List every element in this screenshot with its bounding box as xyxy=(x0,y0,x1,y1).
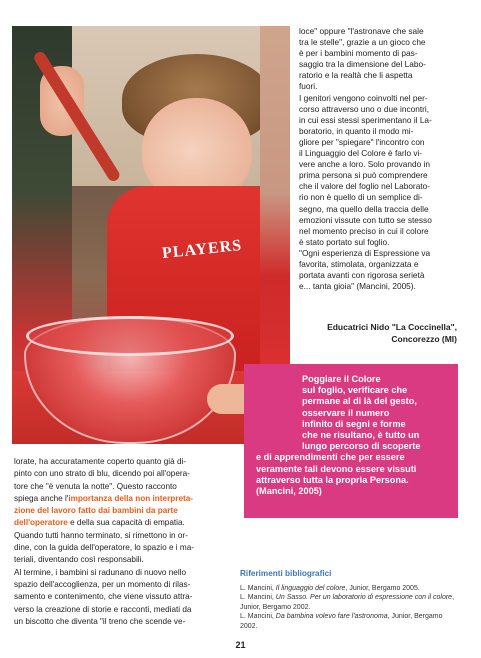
text-line: portata avanti con rigorosa serietà xyxy=(299,270,425,281)
reference-title: Il linguaggio del colore xyxy=(275,585,346,592)
right-text-column xyxy=(299,26,469,292)
text-line: loce" oppure "l'astronave che sale xyxy=(299,26,424,36)
text-line xyxy=(14,517,234,529)
reference-publisher: , Junior, Bergamo 2002. xyxy=(240,613,443,630)
text-line: nel momento preciso in cui il colore xyxy=(299,225,429,236)
reference-author: L. Mancini, xyxy=(240,585,276,592)
text-line: ratorio e la realtà che li aspetta xyxy=(299,70,413,81)
text-line: Al termine, i bambini si radunano di nuovo nello xyxy=(14,567,187,577)
text-line: tra le stelle", grazie a un gioco che xyxy=(299,37,426,48)
text-line: Quando tutti hanno terminato, si rimettono in or- xyxy=(14,530,188,540)
quote-line: e di apprendimenti che per essere xyxy=(256,452,405,463)
references-list xyxy=(240,584,460,631)
references-heading: Riferimenti bibliografici xyxy=(240,569,332,578)
text-line: e... tanta gioia" (Mancini, 2005). xyxy=(299,281,416,292)
text-line: lorate, ha accuratamente coperto quanto già di- xyxy=(14,457,187,466)
quote-line: veramente tali devono essere vissuti xyxy=(256,463,417,474)
quote-line: infinito di segni e forme xyxy=(302,418,406,429)
quote-line: sul foglio, verificare che xyxy=(302,385,408,396)
text-line xyxy=(14,493,234,505)
reference-publisher: , Junior, Bergamo 2002. xyxy=(240,594,455,611)
text-line: I genitori vengono coinvolti nel per- xyxy=(299,92,428,103)
author-signature xyxy=(299,322,457,345)
text-line: corso attraverso uno o due incontri, xyxy=(299,103,430,114)
highlighted-text: dell'operatore xyxy=(14,518,68,528)
highlighted-text: zione del lavoro fatto dai bambini da parte xyxy=(14,506,178,516)
reference-author: L. Mancini, xyxy=(240,613,276,621)
text-line: che il valore del foglio nel Laborato- xyxy=(299,181,430,192)
photo-shirt-lettering: PLAYERS xyxy=(161,236,243,263)
text-line: prima persona si può comprendere xyxy=(299,170,428,181)
text-line: teriali, diventando così responsabili. xyxy=(14,555,144,565)
text-span: spiega anche l' xyxy=(14,493,69,503)
pull-quote-box xyxy=(244,364,458,518)
quote-line: osservare il numero xyxy=(302,407,390,418)
text-line: verso la creazione di storie e racconti, mediati da xyxy=(14,604,192,614)
text-line: il Linguaggio del Colore è farlo vi- xyxy=(299,148,423,159)
reference-publisher: , Junior, Bergamo 2005. xyxy=(345,585,420,592)
text-line: emozioni vissute con tutto se stesso xyxy=(299,214,432,225)
text-line: gliore per "spiegare" l'incontro con xyxy=(299,136,425,147)
text-line: "Ogni esperienza di Espressione va xyxy=(299,247,431,258)
text-line: spazio dell'accoglienza, per un momento di rilas- xyxy=(14,579,191,589)
quote-line: permane al di là del gesto, xyxy=(302,396,417,407)
reference-item xyxy=(240,584,460,593)
text-line: boratorio, in quanto il modo mi- xyxy=(299,125,414,136)
text-line: un biscotto che diventa "il treno che scende ve- xyxy=(14,616,186,626)
text-line: è stato portato sul foglio. xyxy=(299,236,390,247)
reference-author: L. Mancini, xyxy=(240,594,276,602)
page-number: 21 xyxy=(235,640,246,650)
highlighted-text: importanza della non interpreta- xyxy=(68,493,194,503)
reference-title: Un Sasso. Per un laboratorio di espressione con il colore xyxy=(275,594,453,602)
text-line: fuori. xyxy=(299,81,318,92)
text-line: tore che "è venuta la notte". Questo racconto xyxy=(14,481,177,491)
quote-line: attraverso tutta la propria Persona. xyxy=(256,474,409,485)
signature-line-1: Educatrici Nido "La Coccinella", xyxy=(327,322,457,332)
quote-line: Poggiare il Colore xyxy=(302,374,381,384)
text-line: in cui essi stessi sperimentano il La- xyxy=(299,114,432,125)
quote-line: che ne risultano, è tutto un xyxy=(302,430,420,441)
signature-line-2: Concorezzo (MI) xyxy=(391,333,457,344)
text-line: rio non è quello di un semplice di- xyxy=(299,192,423,203)
left-text-column xyxy=(14,456,234,628)
quote-citation: (Mancini, 2005) xyxy=(256,486,322,497)
text-line: favorita, stimolata, organizzata e xyxy=(299,258,419,269)
text-span: e della sua capacità di empatia. xyxy=(67,518,185,528)
text-line: segno, ma quello della traccia delle xyxy=(299,203,429,214)
reference-item xyxy=(240,612,460,631)
reference-title: Da bambina volevo fare l'astronoma xyxy=(275,613,388,621)
text-line: pinto con uno strato di blu, dicendo poi all'opera- xyxy=(14,469,190,479)
text-line: saggio tra la dimensione del Labo- xyxy=(299,59,426,70)
text-line: dine, con la guida dell'operatore, lo spazio e i ma- xyxy=(14,543,194,553)
text-line: samento e contenimento, che viene vissuto attra- xyxy=(14,592,193,602)
quote-line: lungo percorso di scoperte xyxy=(302,441,421,452)
text-line: vere anche a loro. Solo provando in xyxy=(299,159,430,170)
text-line xyxy=(14,505,234,517)
reference-item xyxy=(240,593,460,612)
photo-bowl-rim xyxy=(26,316,234,356)
text-line: è per i bambini momento di pas- xyxy=(299,48,418,59)
